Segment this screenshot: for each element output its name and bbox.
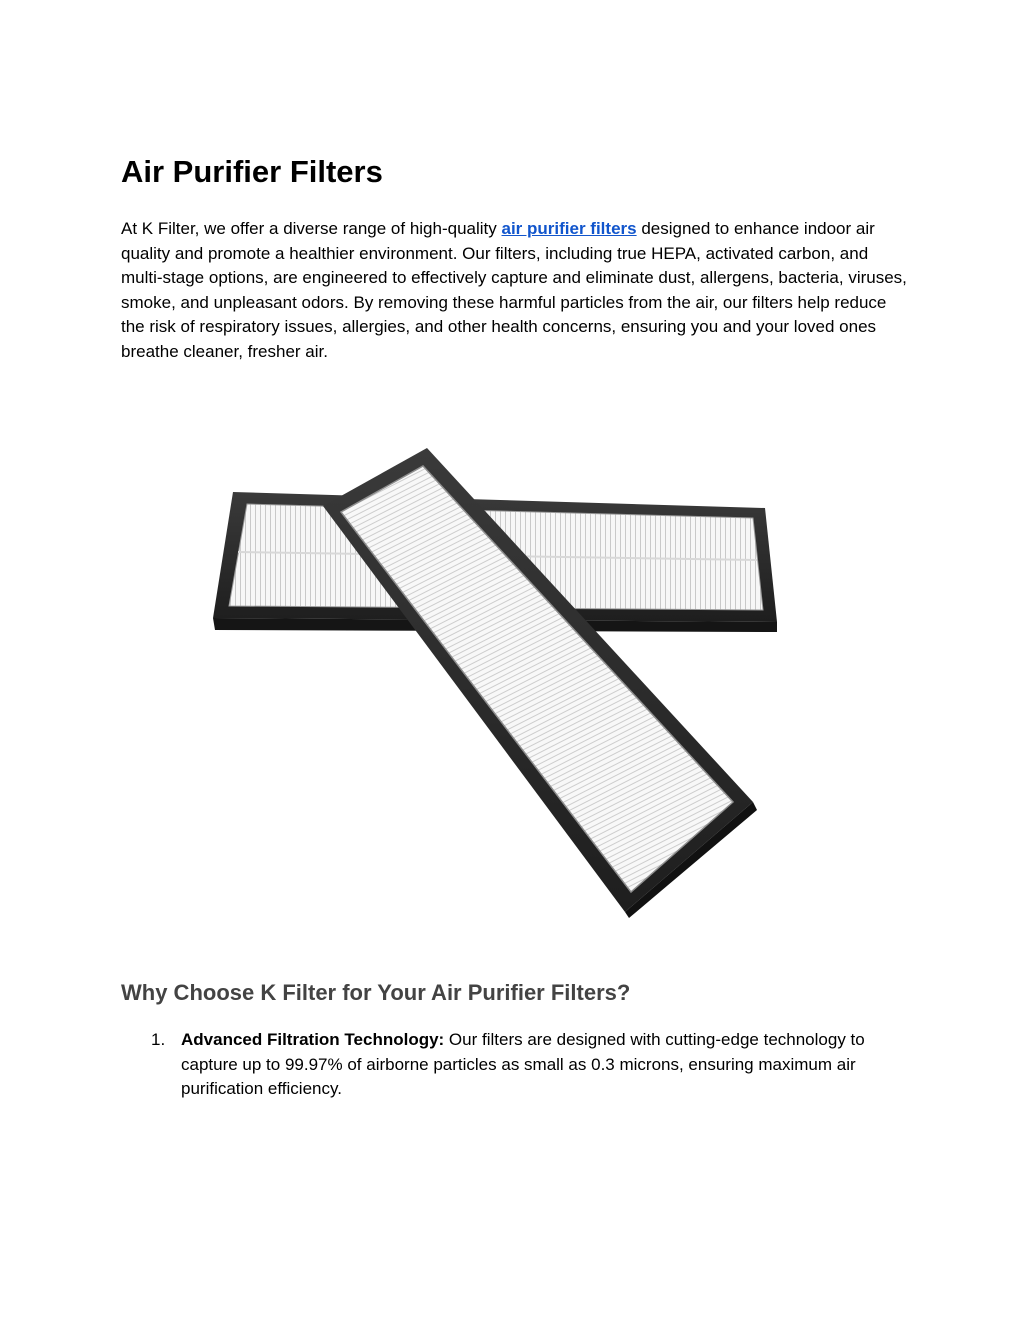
page-title: Air Purifier Filters	[121, 154, 383, 189]
list-item-number: 1.	[151, 1030, 166, 1049]
intro-paragraph	[121, 217, 911, 364]
list-item-term: Advanced Filtration Technology:	[181, 1030, 445, 1049]
product-image	[205, 440, 785, 920]
section-heading: Why Choose K Filter for Your Air Purifier Filters?	[121, 980, 631, 1005]
list-item-text: Our filters are designed with cutting-edge technology to capture up to 99.97% of airborne particles as small as 0.3 microns, ensuring maximum air purification efficiency.	[181, 1030, 865, 1098]
intro-text-start: At K Filter, we offer a diverse range of high-quality	[121, 219, 502, 238]
intro-text-end: designed to enhance indoor air quality and promote a healthier environment. Our filters, including true HEPA, activated carbon, and multi-stage options, are engineered to effectively capture and eliminate dust, allergens, bacteria, viruses, smoke, and unpleasant odors. By removing these harmful particles from the air, our filters help reduce the risk of respiratory issues, allergies, and other health concerns, ensuring you and your loved ones breathe cleaner, fresher air.	[121, 219, 907, 361]
hepa-filters-illustration	[205, 440, 785, 920]
list-item	[121, 1028, 911, 1102]
air-purifier-filters-link[interactable]: air purifier filters	[501, 219, 637, 238]
features-list	[121, 1028, 911, 1102]
